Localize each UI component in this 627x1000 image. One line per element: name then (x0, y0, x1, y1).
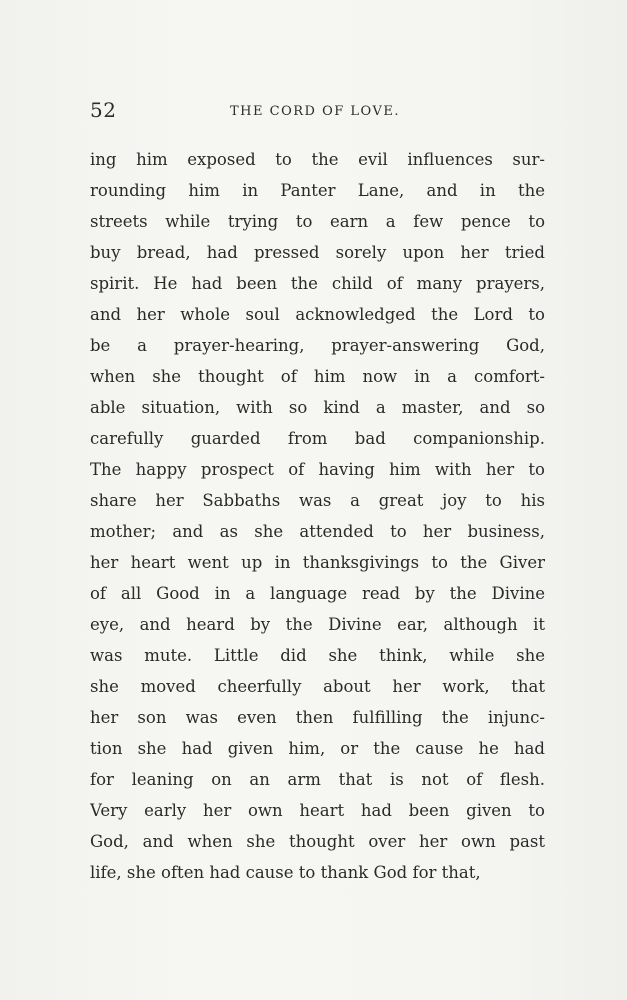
text-line: of all Good in a language read by the Divine (90, 584, 545, 603)
text-line: be a prayer-hearing, prayer-answering God, (90, 336, 545, 355)
running-title: THE CORD OF LOVE. (230, 104, 400, 119)
text-line: mother; and as she attended to her business, (90, 522, 545, 541)
text-line: her son was even then fulfilling the injunc- (90, 708, 545, 727)
text-line: and her whole soul acknowledged the Lord to (90, 305, 545, 324)
body-text (90, 144, 545, 888)
text-line: for leaning on an arm that is not of flesh. (90, 770, 545, 789)
text-line: able situation, with so kind a master, and so (90, 398, 545, 417)
text-line: life, she often had cause to thank God for that, (90, 863, 481, 882)
text-line: tion she had given him, or the cause he had (90, 739, 545, 758)
text-line: was mute. Little did she think, while she (90, 646, 545, 665)
page-header (90, 98, 530, 128)
text-line: ing him exposed to the evil influences sur- (90, 150, 545, 169)
text-line: buy bread, had pressed sorely upon her tried (90, 243, 545, 262)
page-number: 52 (90, 98, 117, 122)
text-line: eye, and heard by the Divine ear, although it (90, 615, 545, 634)
text-line: her heart went up in thanksgivings to the Giver (90, 553, 545, 572)
text-line: spirit. He had been the child of many prayers, (90, 274, 545, 293)
text-line: share her Sabbaths was a great joy to his (90, 491, 545, 510)
text-line: carefully guarded from bad companionship. (90, 429, 545, 448)
text-line: streets while trying to earn a few pence to (90, 212, 545, 231)
text-line: Very early her own heart had been given to (90, 801, 545, 820)
text-line: she moved cheerfully about her work, that (90, 677, 545, 696)
text-line: The happy prospect of having him with her to (90, 460, 545, 479)
text-line: when she thought of him now in a comfort- (90, 367, 545, 386)
text-line: God, and when she thought over her own past (90, 832, 545, 851)
text-line: rounding him in Panter Lane, and in the (90, 181, 545, 200)
